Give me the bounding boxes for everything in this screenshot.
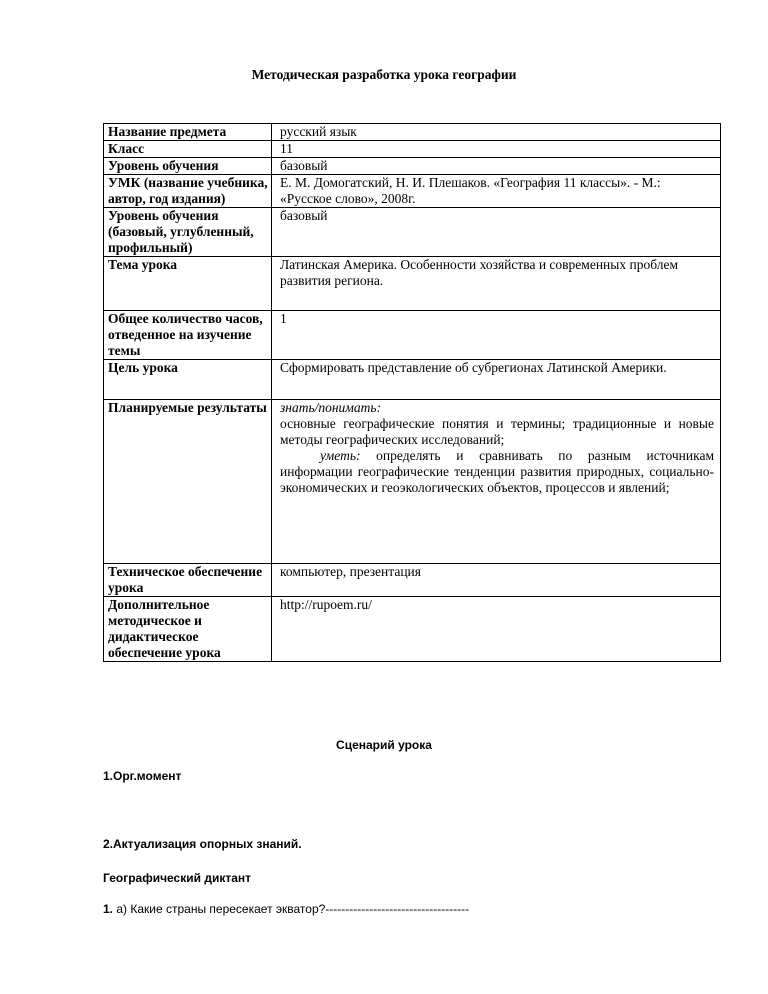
row-key: Планируемые результаты bbox=[104, 400, 272, 564]
dictation-title: Географический диктант bbox=[103, 871, 252, 885]
can-paragraph bbox=[280, 448, 714, 496]
row-key: Общее количество часов, отведенное на изучение темы bbox=[104, 311, 272, 360]
row-value: http://rupoem.ru/ bbox=[272, 597, 721, 662]
row-value: базовый bbox=[272, 208, 721, 257]
question-number: 1. bbox=[103, 902, 114, 916]
row-key: Уровень обучения (базовый, углубленный, профильный) bbox=[104, 208, 272, 257]
row-value bbox=[272, 400, 721, 564]
table-row bbox=[104, 597, 721, 662]
row-value: Латинская Америка. Особенности хозяйства и современных проблем развития региона. bbox=[272, 257, 721, 311]
table-row bbox=[104, 141, 721, 158]
can-label: уметь: bbox=[320, 448, 361, 463]
table-row bbox=[104, 360, 721, 400]
question-1 bbox=[103, 902, 469, 916]
row-value: базовый bbox=[272, 158, 721, 175]
row-key: Техническое обеспечение урока bbox=[104, 564, 272, 597]
table-row bbox=[104, 175, 721, 208]
row-key: Дополнительное методическое и дидактическое обеспечение урока bbox=[104, 597, 272, 662]
know-label: знать/понимать: bbox=[280, 400, 382, 415]
know-text: основные географические понятия и термины; традиционные и новые методы географических исследований; bbox=[280, 416, 714, 447]
document-title: Методическая разработка урока географии bbox=[251, 67, 517, 82]
section-org-moment: 1.Орг.момент bbox=[103, 769, 182, 783]
row-key: Название предмета bbox=[104, 124, 272, 141]
table-row bbox=[104, 400, 721, 564]
row-key: Уровень обучения bbox=[104, 158, 272, 175]
can-text: определять и сравнивать по разным источникам информации географические тенденции развития природных, социально-экономических и геоэкологических объектов, процессов и явлений; bbox=[280, 448, 714, 495]
row-value: 1 bbox=[272, 311, 721, 360]
row-key: Тема урока bbox=[104, 257, 272, 311]
row-value: 11 bbox=[272, 141, 721, 158]
section-actualization: 2.Актуализация опорных знаний. bbox=[103, 837, 302, 851]
row-value: Сформировать представление об субрегионах Латинской Америки. bbox=[272, 360, 721, 400]
table-row bbox=[104, 564, 721, 597]
row-key: Цель урока bbox=[104, 360, 272, 400]
scenario-title: Сценарий урока bbox=[336, 738, 432, 752]
row-value: Е. М. Домогатский, Н. И. Плешаков. «География 11 классы». - М.: «Русское слово», 2008г. bbox=[272, 175, 721, 208]
table-row bbox=[104, 208, 721, 257]
row-key: Класс bbox=[104, 141, 272, 158]
table-row bbox=[104, 158, 721, 175]
row-key: УМК (название учебника, автор, год издания) bbox=[104, 175, 272, 208]
lesson-info-table bbox=[103, 123, 721, 662]
row-value: компьютер, презентация bbox=[272, 564, 721, 597]
question-text: а) Какие страны пересекает экватор?------------------------------------ bbox=[113, 902, 470, 916]
row-value: русский язык bbox=[272, 124, 721, 141]
table-row bbox=[104, 257, 721, 311]
table-row bbox=[104, 311, 721, 360]
table-row bbox=[104, 124, 721, 141]
